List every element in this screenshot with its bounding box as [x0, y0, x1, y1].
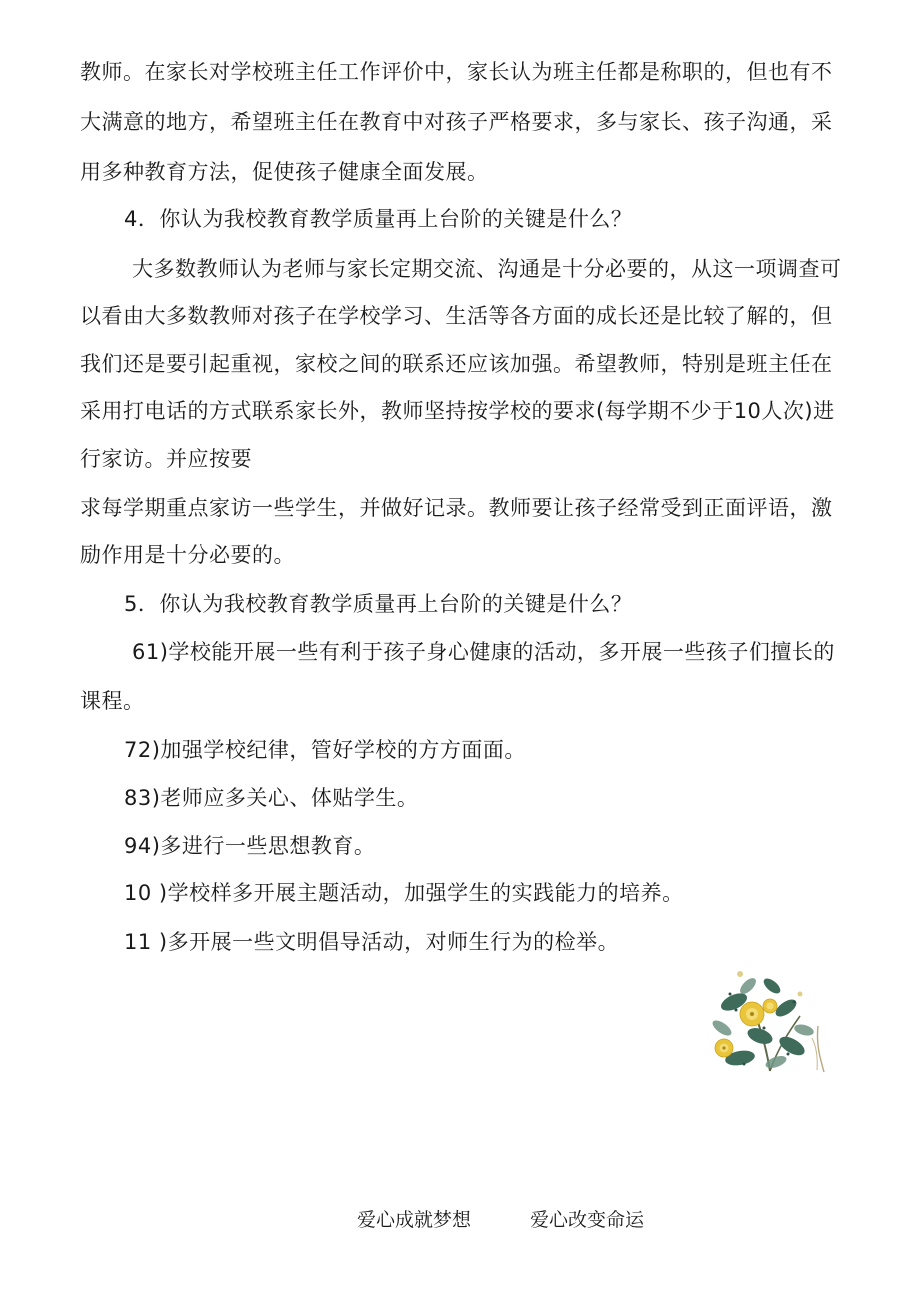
text-line: 用多种教育方法，促使孩子健康全面发展。 [80, 160, 489, 184]
text-line: 课程。 [80, 689, 145, 713]
text-line: 我们还是要引起重视，家校之间的联系还应该加强。希望教师，特别是班主任在 [80, 352, 833, 376]
list-item: 61)学校能开展一些有利于孩子身心健康的活动，多开展一些孩子们擅长的 [132, 640, 835, 664]
text-line: 励作用是十分必要的。 [80, 543, 295, 567]
footer-slogan-left: 爱心成就梦想 [357, 1209, 472, 1231]
question-heading: 5．你认为我校教育教学质量再上台阶的关键是什么？ [124, 592, 633, 616]
footer-slogan-right: 爱心改变命运 [530, 1209, 645, 1231]
list-item: 72)加强学校纪律，管好学校的方方面面。 [124, 738, 526, 762]
question-heading: 4．你认为我校教育教学质量再上台阶的关键是什么？ [124, 207, 633, 231]
text-line: 教师。在家长对学校班主任工作评价中，家长认为班主任都是称职的，但也有不 [80, 60, 833, 84]
list-item: 94)多进行一些思想教育。 [124, 834, 376, 858]
text-line: 大满意的地方，希望班主任在教育中对孩子严格要求，多与家长、孩子沟通，采 [80, 110, 833, 134]
list-item: 83)老师应多关心、体贴学生。 [124, 786, 419, 810]
text-line: 以看由大多数教师对孩子在学校学习、生活等各方面的成长还是比较了解的，但 [80, 304, 833, 328]
chrysanthemum-flower-icon [700, 966, 828, 1074]
list-item: 11 )多开展一些文明倡导活动，对师生行为的检举。 [124, 930, 620, 954]
text-line: 大多数教师认为老师与家长定期交流、沟通是十分必要的，从这一项调查可 [132, 257, 842, 281]
text-line: 行家访。并应按要 [80, 447, 252, 471]
text-line: 采用打电话的方式联系家长外，教师坚持按学校的要求(每学期不少于10人次)进 [80, 399, 835, 423]
text-line: 求每学期重点家访一些学生，并做好记录。教师要让孩子经常受到正面评语，激 [80, 496, 833, 520]
list-item: 10 )学校样多开展主题活动，加强学生的实践能力的培养。 [124, 881, 684, 905]
